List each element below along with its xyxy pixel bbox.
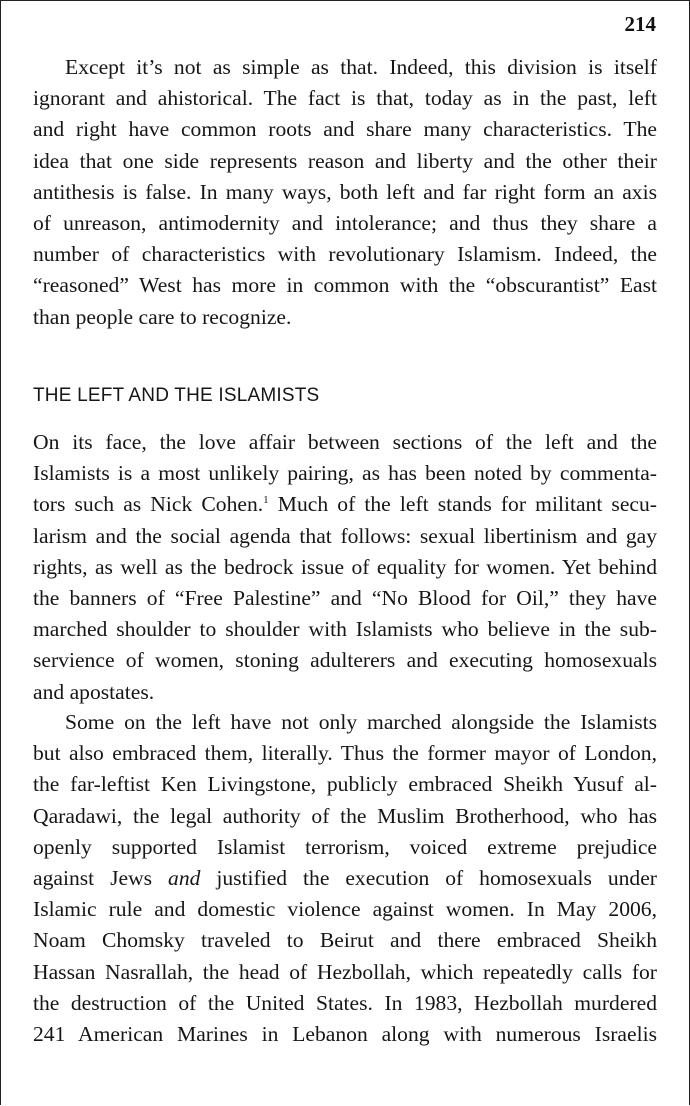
- text-line: “reasoned” West has more in common with the “obscurantist” East: [33, 273, 657, 298]
- text-line: openly supported Islamist terrorism, voiced extreme prejudice: [33, 834, 657, 859]
- text-line: but also embraced them, literally. Thus the former mayor of London,: [33, 741, 657, 766]
- text-line: of unreason, antimodernity and intolerance; and thus they share a: [33, 211, 657, 236]
- text-line: Qaradawi, the legal authority of the Muslim Brotherhood, who has: [33, 803, 657, 828]
- text-line: 241 American Marines in Lebanon along with numerous Israelis: [33, 1022, 657, 1047]
- text-line: larism and the social agenda that follows: sexual libertinism and gay: [33, 523, 657, 548]
- text-segment: Much of the left stands for militant secu-: [268, 492, 657, 517]
- paragraph-intro: [33, 52, 657, 333]
- text-line-with-emphasis: [33, 863, 657, 894]
- text-line: On its face, the love affair between sections of the left and the: [33, 430, 657, 454]
- text-segment: against Jews: [33, 866, 169, 891]
- text-line: idea that one side represents reason and liberty and the other their: [33, 148, 657, 173]
- text-line: than people care to recognize.: [33, 304, 292, 329]
- section-heading: THE LEFT AND THE ISLAMISTS: [33, 385, 320, 406]
- text-line: and right have common roots and share many characteristics. The: [33, 117, 657, 142]
- text-segment: justified the execution of homosexuals under: [200, 866, 657, 891]
- text-line: number of characteristics with revolutionary Islamism. Indeed, the: [33, 242, 657, 267]
- text-line: Some on the left have not only marched alongside the Islamists: [65, 710, 657, 734]
- page-number: 214: [624, 12, 656, 36]
- paragraph-embraced: [33, 707, 657, 1050]
- text-line: Noam Chomsky traveled to Beirut and there embraced Sheikh: [33, 928, 657, 953]
- text-line: Hassan Nasrallah, the head of Hezbollah, which repeatedly calls for: [33, 959, 657, 984]
- text-line: the destruction of the United States. In 1983, Hezbollah murdered: [33, 990, 657, 1015]
- text-line: Islamists is a most unlikely pairing, as has been noted by commenta-: [33, 461, 657, 486]
- text-line: Islamic rule and domestic violence against women. In May 2006,: [33, 897, 657, 922]
- text-segment: tors such as Nick Cohen.: [33, 492, 264, 517]
- text-line: rights, as well as the bedrock issue of equality for women. Yet behind: [33, 554, 657, 579]
- text-line: antithesis is false. In many ways, both left and far right form an axis: [33, 179, 657, 204]
- text-line: marched shoulder to shoulder with Islamists who believe in the sub-: [33, 617, 657, 642]
- text-line: servience of women, stoning adulterers and executing homosexuals: [33, 648, 657, 673]
- text-line: and apostates.: [33, 679, 155, 704]
- emphasis-word: and: [168, 866, 201, 891]
- footnote-marker[interactable]: 1: [263, 494, 269, 507]
- text-line: the banners of “Free Palestine” and “No Blood for Oil,” they have: [33, 586, 657, 611]
- text-line: Except it’s not as simple as that. Indeed, this division is itself: [65, 55, 657, 79]
- text-line-with-footnote: [33, 489, 657, 520]
- text-line: ignorant and ahistorical. The fact is that, today as in the past, left: [33, 86, 657, 111]
- paragraph-left-islamists: [33, 427, 657, 708]
- text-line: the far-leftist Ken Livingstone, publicly embraced Sheikh Yusuf al-: [33, 772, 657, 797]
